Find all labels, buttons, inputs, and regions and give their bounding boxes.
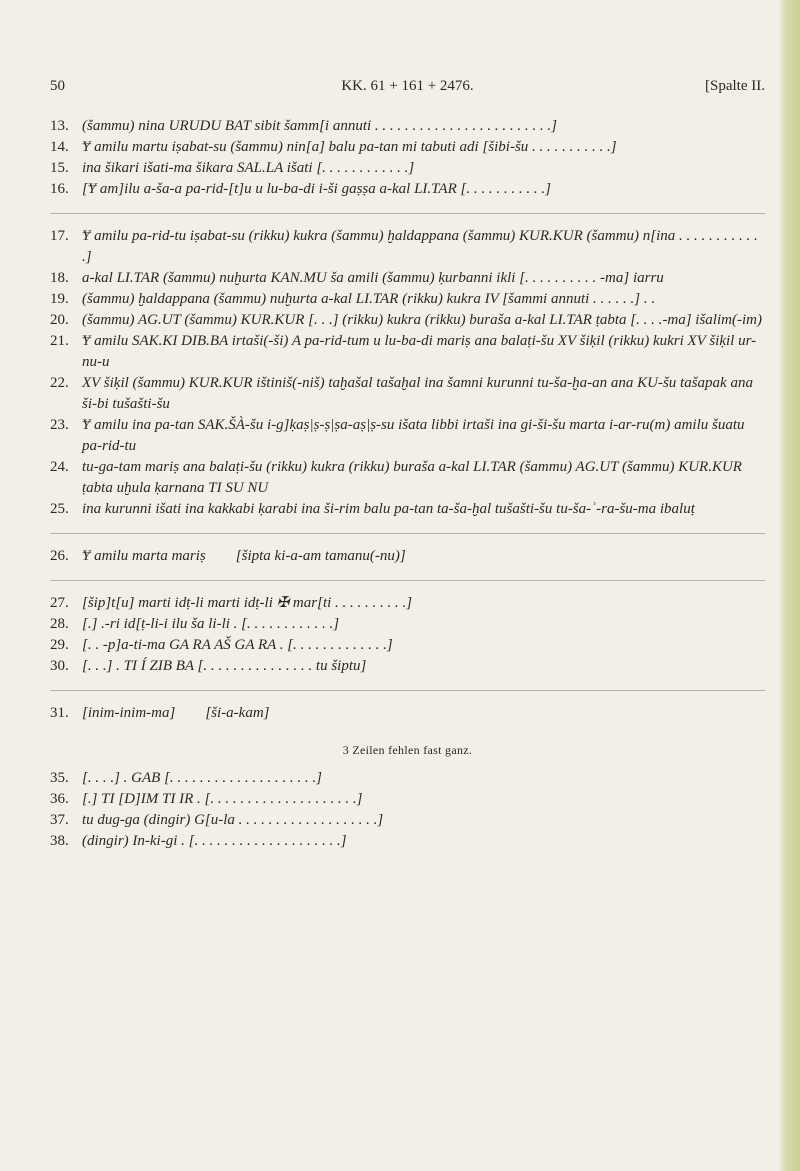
line-text: Ɏ amilu marta mariṣ [šipta ki-a-am tamanu(-nu)] [82, 548, 406, 564]
line-text: ina kurunni išati ina kakkabi ḳarabi ina ši-rim balu pa-tan ta-ša-ḫal tušašti-šu tu-ša-ʾ-ra-šu-ma ibaluṭ [82, 501, 695, 517]
text-line [50, 137, 765, 158]
text-line [50, 656, 765, 677]
text-line [50, 331, 765, 373]
line-text: [inim-inim-ma] [ši-a-kam] [82, 705, 270, 721]
line-group [50, 593, 765, 677]
line-number: 38. [50, 833, 69, 849]
line-number: 36. [50, 791, 69, 807]
line-text: [. . .] . TI Í ZIB BA [. . . . . . . . . . . . . . . tu šiptu] [82, 658, 367, 674]
text-line [50, 768, 765, 789]
line-text: ina šikari išati-ma šikara SAL.LA išati [. . . . . . . . . . . .] [82, 160, 415, 176]
line-number: 23. [50, 417, 69, 433]
text-line [50, 635, 765, 656]
transliteration-body [50, 116, 765, 871]
text-line [50, 810, 765, 831]
line-text: [šip]t[u] marti idṭ-li marti idṭ-li ✠ mar[ti . . . . . . . . . .] [82, 595, 413, 611]
line-number: 30. [50, 658, 69, 674]
line-number: 22. [50, 375, 69, 391]
page-number: 50 [50, 78, 65, 94]
text-line [50, 703, 765, 724]
line-text: Ɏ amilu SAK.KI DIB.BA irtaši(-ši) A pa-rid-tum u lu-ba-di mariṣ ana balaṭi-šu XV šiḳil (rikku) kukri XV šiḳil ur-nu-u [82, 333, 757, 370]
line-number: 25. [50, 501, 69, 517]
line-text: [. . -p]a-ti-ma GA RA AŠ GA RA . [. . . . . . . . . . . . .] [82, 637, 393, 653]
text-line [50, 789, 765, 810]
line-text: Ɏ amilu martu iṣabat-su (šammu) nin[a] balu pa-tan mi tabuti adi [šibi-šu . . . . . . . . . . .] [82, 139, 617, 155]
line-text: [Ɏ am]ilu a-ša-a pa-rid-[t]u u lu-ba-di i-ši gaṣṣa a-kal LI.TAR [. . . . . . . . . . .] [82, 181, 551, 197]
line-group [50, 546, 765, 567]
text-line [50, 226, 765, 268]
line-number: 31. [50, 705, 69, 721]
line-text: (dingir) In-ki-gi . [. . . . . . . . . . . . . . . . . . . .] [82, 833, 347, 849]
section-rule [50, 213, 765, 214]
line-group [50, 116, 765, 200]
text-line [50, 310, 765, 331]
line-number: 26. [50, 548, 69, 564]
line-number: 35. [50, 770, 69, 786]
line-text: tu-ga-tam mariṣ ana balaṭi-šu (rikku) kukra (rikku) buraša a-kal LI.TAR (šammu) AG.UT (šammu) KUR.KUR ṭabta uḫula ḳarnana TI SU NU [82, 459, 746, 496]
lacuna-note: 3 Zeilen fehlen fast ganz. [342, 743, 473, 757]
column-label: [Spalte II. [705, 78, 765, 94]
line-number: 29. [50, 637, 69, 653]
text-line [50, 289, 765, 310]
section-rule [50, 533, 765, 534]
line-text: Ɏ amilu ina pa-tan SAK.ŠÀ-šu i-g]ḳaṣ|ṣ-ṣ|ṣa-aṣ|ṣ-su išata libbi irtaši ina gi-ši-šu marta i-ar-ru(m) amilu šuatu pa-rid-tu [82, 417, 749, 454]
line-number: 14. [50, 139, 69, 155]
line-text: XV šiḳil (šammu) KUR.KUR ištiniš(-niš) taḫašal tašaḫal ina šamni kurunni tu-ša-ḫa-an ana KU-šu tašapak ana ši-bi tušašti-šu [82, 375, 757, 412]
line-number: 37. [50, 812, 69, 828]
line-group [50, 768, 765, 852]
line-text: Ɏ amilu pa-rid-tu iṣabat-su (rikku) kukra (šammu) ḫaldappana (šammu) KUR.KUR (šammu) n[ina . . . . . . . . . . . .] [82, 228, 762, 265]
line-text: a-kal LI.TAR (šammu) nuḫurta KAN.MU ša amili (šammu) ḳurbanni ikli [. . . . . . . . . . -ma] iarru [82, 270, 664, 286]
line-number: 16. [50, 181, 69, 197]
line-number: 15. [50, 160, 69, 176]
line-group [50, 226, 765, 520]
page-header [50, 78, 765, 104]
catalog-reference: KK. 61 + 161 + 2476. [341, 78, 474, 94]
text-line [50, 457, 765, 499]
section-rule [50, 690, 765, 691]
text-line [50, 614, 765, 635]
text-line [50, 373, 765, 415]
line-number: 18. [50, 270, 69, 286]
line-text: (šammu) nina URUDU BAT sibit šamm[i annuti . . . . . . . . . . . . . . . . . . . . . . . .] [82, 118, 558, 134]
text-line [50, 546, 765, 567]
line-number: 19. [50, 291, 69, 307]
text-line [50, 415, 765, 457]
line-number: 17. [50, 228, 69, 244]
text-line [50, 179, 765, 200]
line-number: 20. [50, 312, 69, 328]
line-text: [. . . .] . GAB [. . . . . . . . . . . . . . . . . . . .] [82, 770, 323, 786]
text-line [50, 593, 765, 614]
line-text: (šammu) AG.UT (šammu) KUR.KUR [. . .] (rikku) kukra (rikku) buraša a-kal LI.TAR ṭabta [. . . .-ma] išalim(-im) [82, 312, 762, 328]
text-line [50, 268, 765, 289]
line-number: 27. [50, 595, 69, 611]
line-number: 24. [50, 459, 69, 475]
line-number: 13. [50, 118, 69, 134]
text-line [50, 831, 765, 852]
line-text: [.] TI [D]IM TI IR . [. . . . . . . . . . . . . . . . . . . .] [82, 791, 363, 807]
line-text: (šammu) ḫaldappana (šammu) nuḫurta a-kal LI.TAR (rikku) kukra IV [šammi annuti . . . . . .] . . [82, 291, 656, 307]
text-line [50, 158, 765, 179]
section-rule [50, 580, 765, 581]
line-text: tu dug-ga (dingir) G[u-la . . . . . . . . . . . . . . . . . . .] [82, 812, 384, 828]
text-line [50, 116, 765, 137]
line-text: [.] .-ri id[ṭ-li-i ilu ša li-li . [. . . . . . . . . . . .] [82, 616, 340, 632]
line-number: 28. [50, 616, 69, 632]
page-edge-tint [778, 0, 800, 1171]
text-line [50, 499, 765, 520]
line-group [50, 703, 765, 724]
line-number: 21. [50, 333, 69, 349]
